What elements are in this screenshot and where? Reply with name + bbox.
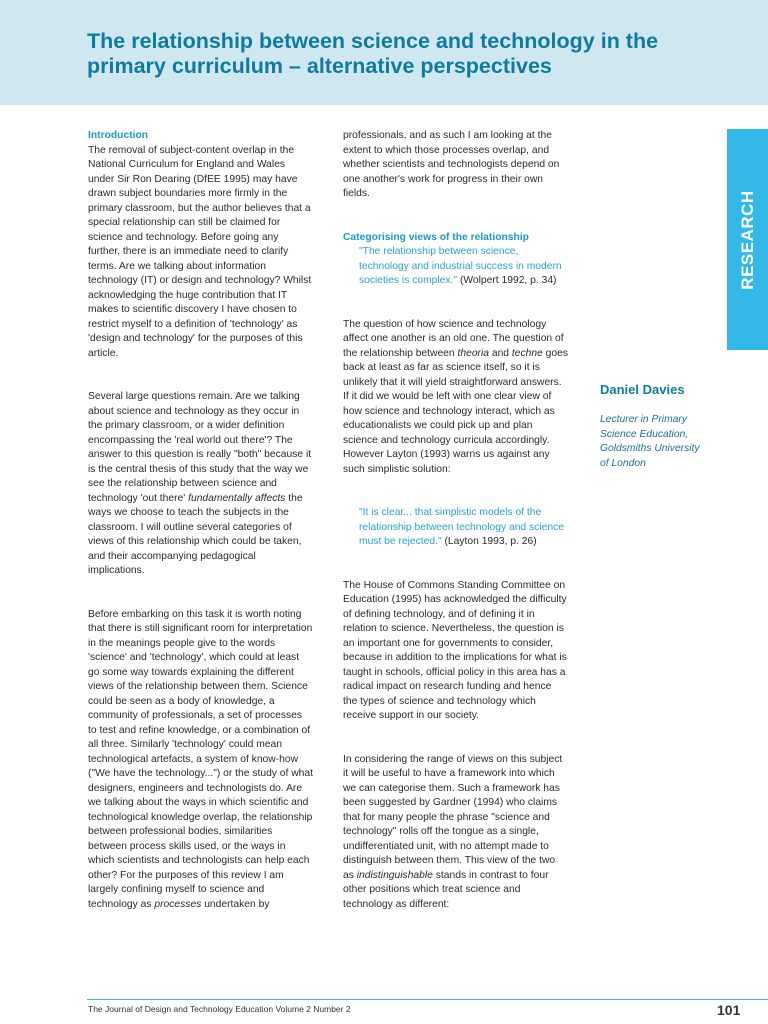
section-heading-introduction: Introduction xyxy=(88,130,149,141)
paragraph: The removal of subject-content overlap in the National Curriculum for England and Wales under Sir Ron Dearing (DfEE 1995) may have drawn subject boundaries more firmly in the primary classroom, but the author believes that a special relationship can still be claimed for science and technology. Before going any further, there is an immediate need to clarify terms. Are we talking about information technology (IT) or design and technology? Whilst acknowledging the huge contribution that IT makes to scientific discovery I have chosen to restrict myself to a definition of 'technology' as 'design and technology' for the purposes of this article. xyxy=(88,144,312,359)
paragraph: professionals, and as such I am looking at the extent to which those processes overlap, and whether scientists and technologists depend on one another's work for progress in their own fields. xyxy=(343,130,560,199)
research-side-tab xyxy=(727,129,768,350)
side-tab-label: RESEARCH xyxy=(737,189,757,290)
footer-rule xyxy=(87,999,768,1000)
page-number: 101 xyxy=(717,1002,741,1018)
quote-layton: "It is clear... that simplistic models of the relationship between technology and science must be rejected." (Layton 1993, p. 26) xyxy=(359,507,564,547)
section-heading-categorising: Categorising views of the relationship xyxy=(343,231,529,243)
paragraph: Several large questions remain. Are we talking about science and technology as they occur in the primary classroom, or a wider definition encompassing the 'real world out there'? The answer to this question is really "both" because it is the central thesis of this study that the way we see the relationship between science and technology 'out there' fundamentally affects the ways we choose to teach the subjects in the classroom. I will outline several categories of views of this relationship which could be taken, and their accompanying pedagogical implications. xyxy=(88,391,312,576)
column-middle xyxy=(343,129,568,912)
paragraph: The question of how science and technology affect one another is an old one. The question of the relationship between theoria and techne goes back at least as far as science itself, so it is unlikely that it will yield straightforward answers. If it did we would be left with one clear view of how science and technology interact, which as educationalists we could pick up and plan science and technology curricula accordingly. However Layton (1993) warns us against any such simplistic solution: xyxy=(343,318,569,475)
quote-wolpert: "The relationship between science, technology and industrial success in modern societies is complex." (Wolpert 1992, p. 34) xyxy=(359,246,562,286)
paragraph: Before embarking on this task it is worth noting that there is still significant room for interpretation in the meanings people give to the words 'science' and 'technology', which could at least go some way towards explaining the different views of the relationship between them. Science could be seen as a body of knowledge, a community of professionals, a set of processes to test and refine knowledge, or a combination of all three. Similarly 'technology' could mean technological artefacts, a system of know-how ("We have the technology...") or the study of what designers, engineers and technologists do. Are we talking about the ways in which scientific and technological knowledge overlap, the relationship between professional bodies, similarities between process skills used, or the ways in which scientists and technologists can help each other? For the purposes of this review I am largely confining myself to science and technology as processes undertaken by xyxy=(88,608,313,910)
author-affiliation: Lecturer in Primary Science Education, Goldsmiths University of London xyxy=(600,414,700,469)
paragraph: In considering the range of views on this subject it will be useful to have a framework into which we can categorise them. Such a framework has been suggested by Gardner (1994) who claims that for many people the phrase "science and technology" rolls off the tongue as a single, undifferentiated unit, with no attempt made to distinguish between them. This view of the two as indistinguishable stands in contrast to four other positions which treat science and technology as different: xyxy=(343,753,563,910)
article-title: The relationship between science and technology in the primary curriculum – alternative perspectives xyxy=(87,29,659,78)
author-name: Daniel Davies xyxy=(600,382,685,397)
column-left xyxy=(88,129,313,912)
paragraph: The House of Commons Standing Committee on Education (1995) has acknowledged the difficulty of defining technology, and of defining it in relation to science. Nevertheless, the question is an important one for governments to consider, because in addition to the implications for what is taught in schools, official policy in this area has a radical impact on research funding and hence the types of science and technology which receive support in our society. xyxy=(343,579,567,721)
journal-footer: The Journal of Design and Technology Education Volume 2 Number 2 xyxy=(88,1004,351,1014)
